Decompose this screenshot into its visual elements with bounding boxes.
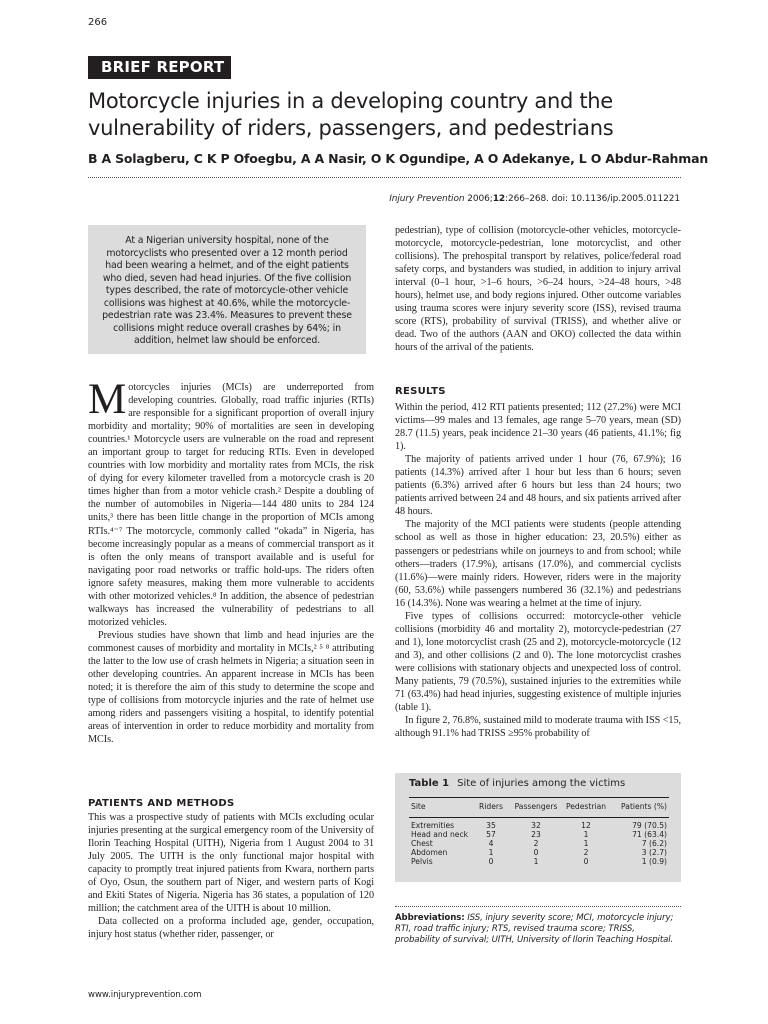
journal-name: Injury Prevention: [389, 194, 465, 204]
table-header-cell: Pedestrian: [565, 802, 607, 811]
methods-paragraph-1: This was a prospective study of patients with MCIs excluding ocular injuries presenting at the surgical emergency room of the University of Ilorin Teaching Hospital (UITH), Nigeria from 1 August 2004 to 31 July 2005. The UITH is the only functional major hospital with capacity to promptly treat injured patients from Kwara, northern parts of Oyo, Osun, the southern part of Niger, and western parts of Kogi and Ekiti States of Nigeria. Nigeria has 36 states, a population of 120 million; the catchment area of the UITH is about 10 million.: [88, 812, 374, 915]
author-list: B A Solagberu, C K P Ofoegbu, A A Nasir, O K Ogundipe, A O Adekanye, L O Abdur-Rahman: [88, 151, 709, 166]
results-paragraph-3: The majority of the MCI patients were students (people attending school as well as those in higher education: 23, 20.5%) either as passengers or pedestrians while on journeys to and from school; while others—traders (17.9%), artisans (17.0%), and commercial cyclists (11.6%)—were mainly riders. However, riders were in the majority (60, 53.6%) while passengers numbered 36 (32.1%) and pedestrians 16 (14.3%). None was wearing a helmet at the time of injury.: [395, 519, 681, 609]
intro-paragraph-1-text: otorcycles injuries (MCIs) are underreported from developing countries. Globally, road traffic injuries (RTIs) are responsible for a significant proportion of overall injury morbidity and mortality; 90% of mortalities are seen in developing countries.¹ Motorcycle users are vulnerable on the road and represent an important group to target for reducing RTIs. Even in developed countries with low morbidity and mortality rates from MCIs, the risk of dying for every kilometer travelled from a motorcycle crash is 20 times higher than from a motor vehicle crash.² Despite a doubling of the number of automobiles in Nigeria—144 480 units to 284 124 units,³ there has been little change in the proportion of MCIs among RTIs.⁴⁻⁷ The motorcycle, commonly called “okada” in Nigeria, has become increasingly popular as a means of commercial transport as it is often the only means of transport available and is useful for navigating poor road networks or traffic hold-ups. The riders often ignore safety measures, making them more vulnerable to accidents with other motorized vehicles.⁸ In addition, the absence of pedestrian walkways has increased the vulnerability of pedestrians to all motorized vehicles.: [88, 382, 374, 628]
table-cell: 1: [533, 857, 539, 866]
methods-continued-column: [395, 224, 681, 354]
table-cell: 3 (2.7): [641, 848, 667, 857]
abbreviations-label: Abbreviations:: [395, 913, 465, 923]
intro-paragraph-2: Previous studies have shown that limb and head injuries are the commonest causes of morbidity and mortality in MCIs,² ⁵ ⁸ attributing the latter to the low use of crash helmets in Nigeria; a situation seen in other developing countries. An apparent increase in MCIs has been noted; it is therefore the aim of this study to determine the scope and type of collisions from motorcycle injuries and the rate of helmet use among riders and passengers visiting a hospital, to identify potential areas of intervention in order to reduce morbidity and mortality from MCIs.: [88, 629, 374, 746]
table-header-cell: Patients (%): [621, 802, 667, 811]
page-number: 266: [88, 17, 108, 28]
table-1: [395, 773, 681, 882]
table-cell: 1: [488, 848, 494, 857]
table-header-cell: Site: [411, 802, 426, 811]
table-header-cell: Riders: [479, 802, 503, 811]
table-cell: 79 (70.5): [632, 821, 667, 830]
table-header-cell: Passengers: [514, 802, 558, 811]
citation-pages-doi: :266–268. doi: 10.1136/ip.2005.011221: [505, 194, 680, 204]
intro-paragraph-1: [88, 376, 374, 629]
table-cell: Head and neck: [411, 830, 469, 839]
table-cell: 1: [583, 839, 589, 848]
table-cell: 1 (0.9): [641, 857, 667, 866]
table-cell: Chest: [411, 839, 433, 848]
table-title: [409, 778, 625, 789]
abbreviations-divider: [395, 906, 681, 907]
table-cell: 0: [533, 848, 539, 857]
methods-column: [88, 811, 374, 941]
table-cell: Extremities: [411, 821, 455, 830]
methods-heading: PATIENTS AND METHODS: [88, 798, 235, 809]
results-paragraph-1: Within the period, 412 RTI patients presented; 112 (27.2%) were MCI victims—99 males and 13 females, age range 5–70 years, mean (SD) 28.7 (11.5) years, peak incidence 21–30 years (46 patients, 41.1%; fig 1).: [395, 402, 681, 453]
table-cell: 0: [488, 857, 494, 866]
section-label: BRIEF REPORT: [88, 56, 231, 79]
table-cell: 0: [583, 857, 589, 866]
article-title: Motorcycle injuries in a developing country and the vulnerability of riders, passengers, and pedestrians: [88, 89, 614, 140]
abstract-text: At a Nigerian university hospital, none of the motorcyclists who presented over a 12 month period had been wearing a helmet, and of the eight patients who died, seven had head injuries. Of the five collision types described, the rate of motorcycle-other vehicle collisions was highest at 40.6%, while the motorcycle-pedestrian rate was 23.4%. Measures to prevent these collisions might reduce overall crashes by 64%; in addition, helmet law should be enforced.: [102, 235, 352, 346]
citation-volume: 12: [492, 194, 506, 204]
table-header-rule: [409, 817, 669, 818]
table-cell: 12: [581, 821, 591, 830]
drop-cap: M: [88, 376, 127, 423]
table-label: Table 1: [409, 778, 450, 789]
table-cell: Abdomen: [411, 848, 448, 857]
table-cell: 4: [488, 839, 494, 848]
citation-year: 2006;: [467, 194, 493, 204]
results-column: [395, 401, 681, 740]
methods-paragraph-2-continued: pedestrian), type of collision (motorcycle-other vehicles, motorcycle-motorcycle, motorcycle-pedestrian, lone motorcyclist, and other collisions). The prehospital transport by relatives, police/federal road safety corps, and bystanders was studied, in addition to injury arrival interval (0–1 hour, >1–6 hours, >6–24 hours, >24–48 hours, >48 hours), helmet use, and body regions injured. Other outcome variables using trauma scores were injury severity score (ISS), revised trauma score (RTS), probability of survival (TRISS), and whether alive or dead. Two of the authors (AAN and OKO) collected the data within hours of the arrival of the patients.: [395, 225, 681, 354]
table-cell: 2: [583, 848, 589, 857]
table-cell: 71 (63.4): [632, 830, 667, 839]
results-paragraph-5: In figure 2, 76.8%, sustained mild to moderate trauma with ISS <15, although 91.1% had TRISS ≥95% probability of: [395, 715, 681, 740]
table-cell: 1: [583, 830, 589, 839]
results-paragraph-4: Five types of collisions occurred: motorcycle-other vehicle collisions (morbidity 46 and mortality 2), motorcycle-pedestrian (27 and 1), lone motorcyclist crash (25 and 2), motorcycle-motorcycle (12 and 3), and other collisions (2 and 0). The lone motorcyclist crashes were collisions with stationary objects and unexpected loss of control. Many patients, 79 (70.5%), sustained injuries to the extremities while 71 (63.4%) had head injuries, suggesting existence of multiple injuries (table 1).: [395, 610, 681, 714]
table-cell: 32: [531, 821, 541, 830]
table-cell: 57: [486, 830, 496, 839]
table-cell: Pelvis: [411, 857, 433, 866]
table-caption: Site of injuries among the victims: [457, 778, 626, 789]
results-heading: RESULTS: [395, 386, 446, 397]
table-cell: 35: [486, 821, 496, 830]
intro-column: [88, 376, 374, 746]
table-cell: 7 (6.2): [641, 839, 667, 848]
citation-line: [300, 194, 680, 204]
table-top-rule: [409, 797, 669, 798]
results-paragraph-2: The majority of patients arrived under 1 hour (76, 67.9%); 16 patients (14.3%) arrived after 1 hour but less than 6 hours; seven patients (6.3%) arrived after 6 hours but less than 24 hours; two patients arrived between 24 and 48 hours, and six patients arrived after 48 hours.: [395, 454, 681, 518]
abstract-box: [88, 225, 366, 354]
abbreviations-note: [395, 913, 681, 946]
table-cell: 23: [531, 830, 541, 839]
table-cell: 2: [533, 839, 539, 848]
journal-url[interactable]: www.injuryprevention.com: [88, 990, 202, 1000]
methods-paragraph-2: Data collected on a proforma included age, gender, occupation, injury host status (whether rider, passenger, or: [88, 916, 374, 941]
divider: [88, 177, 681, 178]
abbreviations-text: ISS, injury severity score; MCI, motorcycle injury; RTI, road traffic injury; RTS, revised trauma score; TRISS, probability of survival; UITH, University of Ilorin Teaching Hospital.: [395, 913, 674, 945]
